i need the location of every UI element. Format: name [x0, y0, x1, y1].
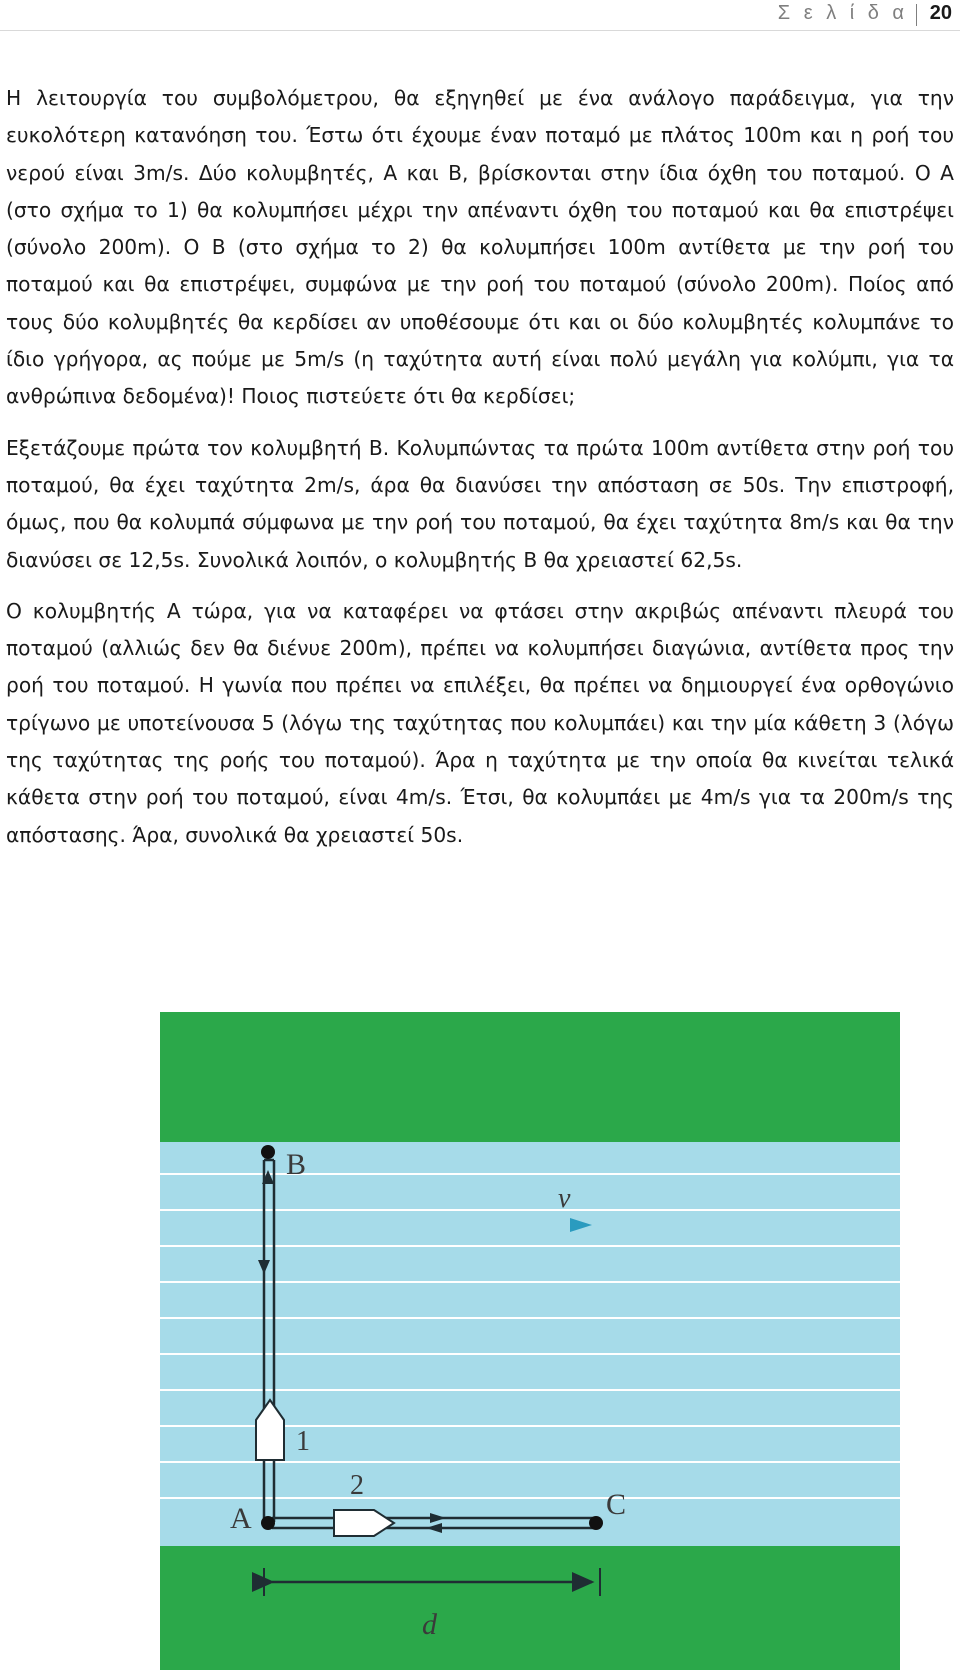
- paragraph-swimmer-b: Εξετάζουμε πρώτα τον κολυμβητή Β. Κολυμπώντας τα πρώτα 100m αντίθετα στην ροή του ποταμού, θα έχει ταχύτητα 2m/s, άρα θα διανύσει την απόσταση σε 50s. Την επιστροφή, όμως, που θα κολυμπά σύμφωνα με την ροή του ποταμού, θα έχει ταχύτητα 8m/s και θα την διανύσει σε 12,5s. Συνολικά λοιπόν, ο κολυμβητής Β θα χρειαστεί 62,5s.: [6, 435, 954, 572]
- page-label: Σ ε λ ί δ α: [777, 2, 908, 24]
- label-b: B: [286, 1148, 307, 1181]
- page-header: [0, 0, 960, 31]
- header-divider: [916, 4, 917, 26]
- river-water: [160, 1142, 900, 1546]
- point-b: [261, 1145, 275, 1159]
- paragraph-intro: Η λειτουργία του συμβολόμετρου, θα εξηγηθεί με ένα ανάλογο παράδειγμα, για την ευκολότερη κατανόηση του. Έστω ότι έχουμε έναν ποταμό με πλάτος 100m και η ροή του νερού είναι 3m/s. Δύο κολυμβητές, Α και Β, βρίσκονται στην ίδια όχθη του ποταμού. Ο Α (στο σχήμα το 1) θα κολυμπήσει μέχρι την απέναντι όχθη του ποταμού και θα επιστρέψει (σύνολο 200m). Ο Β (στο σχήμα το 2) θα κολυμπήσει 100m αντίθετα με την ροή του ποταμού και θα επιστρέψει, συμφώνα με την ροή του ποταμού (σύνολο 200m). Ποίος από τους δύο κολυμβητές θα κερδίσει αν υποθέσουμε ότι και οι δύο κολυμβητές κολυμπάνε το ίδιο γρήγορα, ας πούμε με 5m/s (η ταχύτητα αυτή είναι πολύ μεγάλη για κολύμπι, για τα ανθρώπινα δεδομένα)! Ποιος πιστεύετε ότι θα κερδίσει;: [6, 86, 954, 409]
- point-c: [589, 1516, 603, 1530]
- top-bank: [160, 1012, 900, 1142]
- point-a: [261, 1516, 275, 1530]
- label-1: 1: [296, 1426, 310, 1457]
- paragraph-swimmer-a: Ο κολυμβητής Α τώρα, για να καταφέρει να φτάσει στην ακριβώς απέναντι πλευρά του ποταμού (αλλιώς δεν θα διένυε 200m), πρέπει να κολυμπήσει διαγώνια, αντίθετα προς την ροή του ποταμού. Η γωνία που πρέπει να επιλέξει, θα πρέπει να δημιουργεί ένα ορθογώνιο τρίγωνο με υποτείνουσα 5 (λόγω της ταχύτητας που κολυμπάει) και την μία κάθετη 3 (λόγω της ταχύτητας της ροής του ποταμού). Άρα η ταχύτητα με την οποία θα κινείται τελικά κάθετα στην ροή του ποταμού, είναι 4m/s. Έτσι, θα κολυμπάει με 4m/s για τα 200m/s της απόστασης. Άρα, συνολικά θα χρειαστεί 50s.: [6, 598, 954, 847]
- label-d: d: [422, 1608, 437, 1641]
- page-number: 20: [929, 2, 952, 24]
- label-c: C: [606, 1488, 627, 1521]
- document-body: [6, 80, 954, 868]
- label-v: v: [558, 1183, 571, 1214]
- river-swimmers-diagram: [160, 1012, 900, 1670]
- label-a: A: [230, 1502, 252, 1535]
- bottom-bank: [160, 1546, 900, 1670]
- label-2: 2: [350, 1470, 364, 1501]
